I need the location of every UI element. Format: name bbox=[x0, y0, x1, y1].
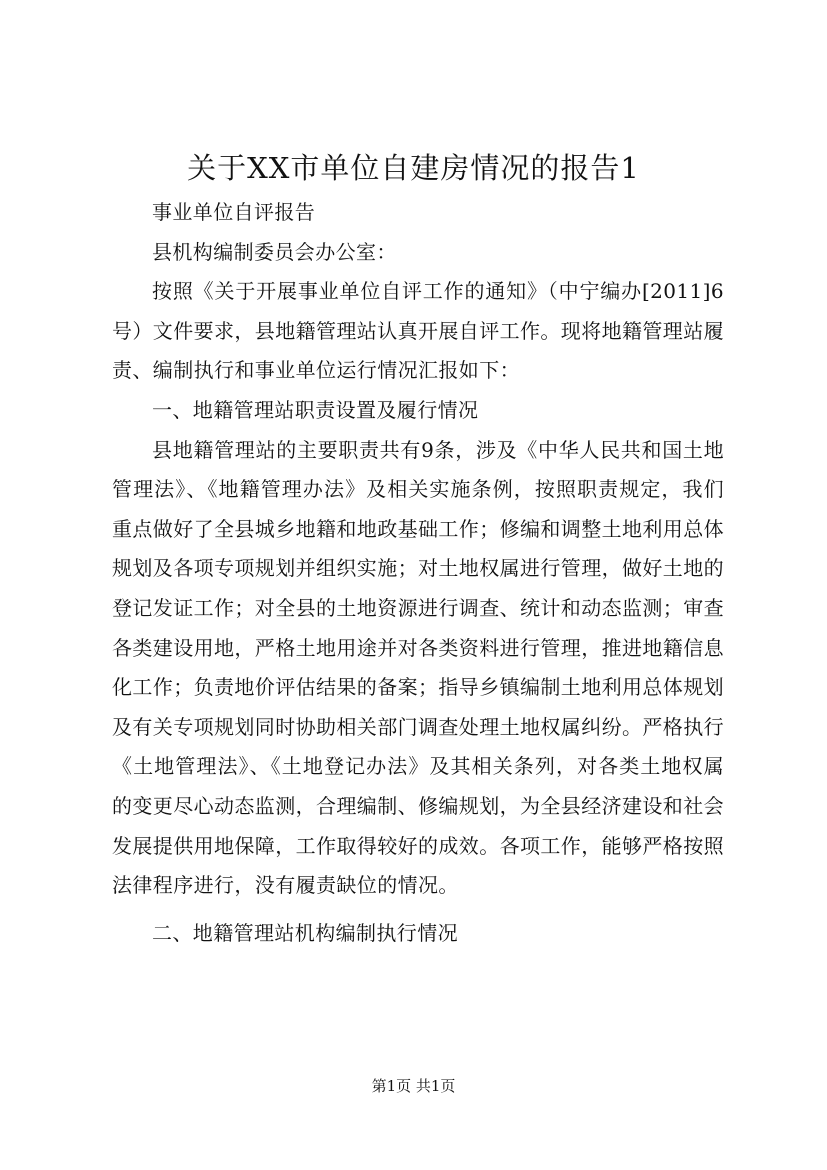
document-title: 关于XX市单位自建房情况的报告1 bbox=[187, 151, 640, 185]
section-heading-2: 二、地籍管理站机构编制执行情况 bbox=[152, 920, 458, 945]
paragraph-addressee: 县机构编制委员会办公室： bbox=[152, 239, 397, 264]
section-heading-1: 一、地籍管理站职责设置及履行情况 bbox=[152, 397, 479, 422]
paragraph-duties: 县地籍管理站的主要职责共有9条，涉及《中华人民共和国土地管理法》、《地籍管理办法》及相关实施条例，按照职责规定，我们重点做好了全县城乡地籍和地政基础工作；修编和调整土地利用总体规划及各项专项规划并组织实施；对土地权属进行管理，做好土地的登记发证工作；对全县的土地资源进行调查、统计和动态监测；审查各类建设用地，严格土地用途并对各类资料进行管理，推进地籍信息化工作；负责地价评估结果的备案；指导乡镇编制土地利用总体规划及有关专项规划同时协助相关部门调查处理土地权属纠纷。严格执行《土地管理法》、《土地登记办法》及其相关条列，对各类土地权属的变更尽心动态监测，合理编制、修编规划，为全县经济建设和社会发展提供用地保障，工作取得较好的成效。各项工作，能够严格按照法律程序进行，没有履责缺位的情况。 bbox=[112, 437, 724, 898]
document-body bbox=[112, 193, 724, 953]
paragraph-report-type: 事业单位自评报告 bbox=[152, 200, 316, 224]
paragraph-intro: 按照《关于开展事业单位自评工作的通知》（中宁编办[2011]6号）文件要求，县地籍管理站认真开展自评工作。现将地籍管理站履责、编制执行和事业单位运行情况汇报如下： bbox=[112, 279, 724, 383]
page-footer: 第1页 共1页 bbox=[371, 1077, 456, 1095]
paragraph-spacer bbox=[112, 906, 724, 914]
